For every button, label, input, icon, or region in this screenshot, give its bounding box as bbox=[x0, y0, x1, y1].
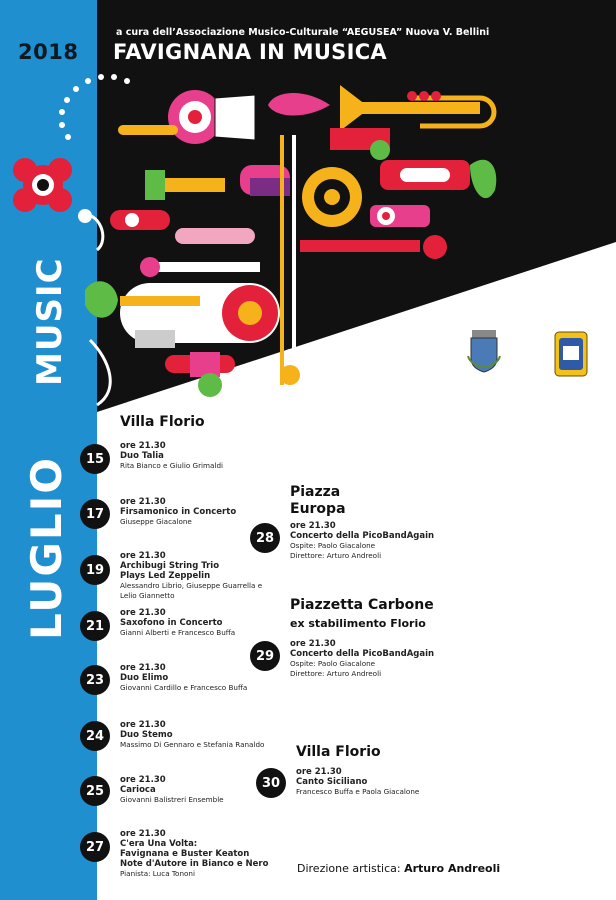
event-time: ore 21.30 bbox=[120, 775, 166, 785]
day-badge: 28 bbox=[250, 523, 280, 553]
event-title: Concerto della PicoBandAgain bbox=[290, 531, 435, 541]
saxophone-icon bbox=[118, 90, 255, 144]
event-title: Firsamonico in Concerto bbox=[120, 507, 237, 517]
venue-piazzetta-carbone: Piazzetta Carbone bbox=[290, 597, 434, 613]
event-time: ore 21.30 bbox=[120, 663, 166, 673]
event-entry bbox=[120, 720, 264, 750]
event-title: Archibugi String Trio Plays Led Zeppelin bbox=[120, 561, 220, 581]
event-performers: Ospite: Paolo Giacalone Direttore: Arturo Andreoli bbox=[290, 659, 382, 678]
event-title: C'era Una Volta: Favignana e Buster Keaton Note d'Autore in Bianco e Nero bbox=[120, 839, 269, 869]
event-time: ore 21.30 bbox=[120, 441, 166, 451]
event-time: ore 21.30 bbox=[120, 497, 166, 507]
day-badge: 27 bbox=[80, 832, 110, 862]
music-word: MUSIC bbox=[30, 257, 70, 386]
island-crest-icon bbox=[553, 330, 589, 378]
venue-carbone-subtitle: ex stabilimento Florio bbox=[290, 617, 426, 630]
event-title: Carioca bbox=[120, 785, 156, 795]
day-badge: 17 bbox=[80, 499, 110, 529]
day-badge: 21 bbox=[80, 611, 110, 641]
event-time: ore 21.30 bbox=[296, 767, 342, 777]
event-time: ore 21.30 bbox=[120, 551, 166, 561]
event-entry bbox=[296, 767, 419, 797]
event-entry bbox=[120, 663, 247, 693]
event-title: Saxofono in Concerto bbox=[120, 618, 223, 628]
event-performers: Pianista: Luca Tononi bbox=[120, 869, 195, 878]
venue-villa-florio-2: Villa Florio bbox=[296, 744, 381, 760]
venue-piazza-europa: Piazza Europa bbox=[290, 484, 346, 517]
month-word: LUGLIO bbox=[22, 456, 71, 640]
event-time: ore 21.30 bbox=[120, 720, 166, 730]
event-time: ore 21.30 bbox=[290, 521, 336, 531]
event-entry bbox=[120, 608, 235, 638]
event-performers: Giovanni Cardillo e Francesco Buffa bbox=[120, 683, 248, 692]
day-badge: 23 bbox=[80, 665, 110, 695]
flower-icon bbox=[13, 158, 72, 212]
event-title: Duo Stemo bbox=[120, 730, 173, 740]
festival-year: 2018 bbox=[18, 40, 79, 64]
trumpet-icon bbox=[340, 85, 494, 131]
event-entry bbox=[290, 639, 434, 679]
event-title: Duo Elimo bbox=[120, 673, 169, 683]
artistic-direction bbox=[297, 862, 500, 875]
day-badge: 15 bbox=[80, 444, 110, 474]
event-performers: Gianni Alberti e Francesco Buffa bbox=[120, 628, 236, 637]
festival-title: FAVIGNANA IN MUSICA bbox=[113, 40, 387, 64]
event-performers: Francesco Buffa e Paola Giacalone bbox=[296, 787, 420, 796]
artistic-direction-label: Direzione artistica: bbox=[297, 862, 405, 875]
guitar-icon bbox=[85, 281, 280, 348]
town-crest-icon bbox=[466, 326, 502, 376]
event-entry bbox=[120, 551, 262, 601]
venue-villa-florio-1: Villa Florio bbox=[120, 414, 205, 430]
artistic-director-name: Arturo Andreoli bbox=[404, 862, 501, 875]
day-badge: 25 bbox=[80, 776, 110, 806]
day-badge: 30 bbox=[256, 768, 286, 798]
event-entry bbox=[120, 775, 224, 805]
day-badge: 29 bbox=[250, 641, 280, 671]
event-time: ore 21.30 bbox=[290, 639, 336, 649]
event-entry bbox=[290, 521, 434, 561]
event-time: ore 21.30 bbox=[120, 608, 166, 618]
event-performers: Giovanni Balistreri Ensemble bbox=[120, 795, 224, 804]
event-performers: Massimo Di Gennaro e Stefania Ranaldo bbox=[120, 740, 265, 749]
event-entry bbox=[120, 441, 223, 471]
event-title: Concerto della PicoBandAgain bbox=[290, 649, 435, 659]
event-performers: Giuseppe Giacalone bbox=[120, 517, 192, 526]
organizer-line: a cura dell’Associazione Musico-Culturale “AEGUSEA” Nuova V. Bellini bbox=[116, 27, 490, 38]
event-entry bbox=[120, 829, 268, 879]
day-badge: 24 bbox=[80, 721, 110, 751]
day-badge: 19 bbox=[80, 555, 110, 585]
event-performers: Alessandro Librio, Giuseppe Guarrella e Lelio Giannetto bbox=[120, 581, 263, 600]
music-instruments-illustration bbox=[0, 60, 616, 420]
event-time: ore 21.30 bbox=[120, 829, 166, 839]
clarinet-icon bbox=[110, 210, 260, 277]
event-performers: Ospite: Paolo Giacalone Direttore: Arturo Andreoli bbox=[290, 541, 382, 560]
event-performers: Rita Bianco e Giulio Grimaldi bbox=[120, 461, 224, 470]
event-title: Duo Talia bbox=[120, 451, 164, 461]
event-title: Canto Siciliano bbox=[296, 777, 368, 787]
event-entry bbox=[120, 497, 236, 527]
